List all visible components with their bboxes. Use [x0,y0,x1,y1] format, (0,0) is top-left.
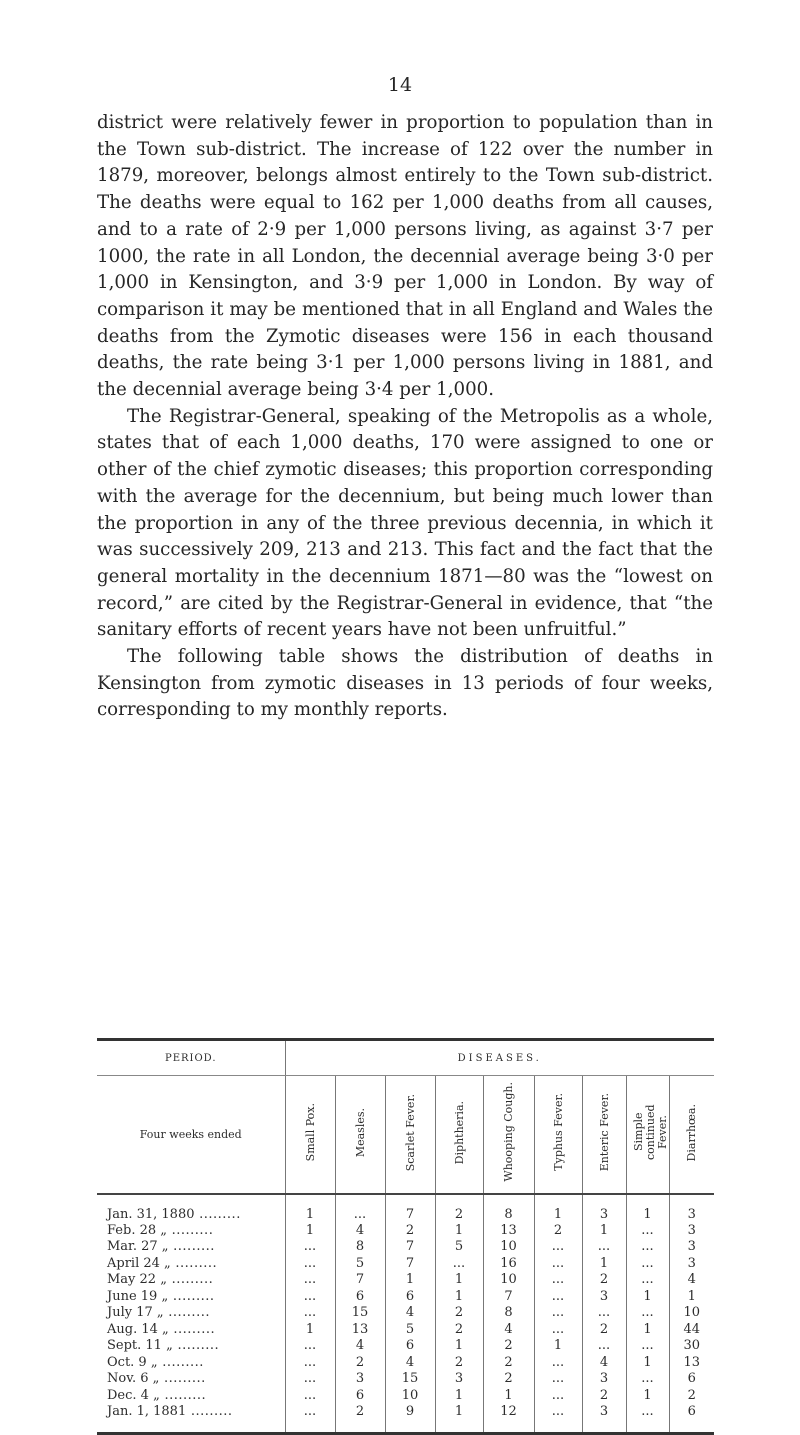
leader-dots: ......... [166,1272,214,1288]
value-cell: 5 [385,1322,435,1339]
value-cell: 7 [335,1272,385,1289]
value-cell: 2 [335,1355,385,1372]
period-cell [97,1256,285,1273]
value-cell: ... [285,1289,335,1306]
period-label: Feb. 28 „ [107,1222,167,1238]
value-cell: 1 [483,1388,534,1405]
value-cell: 3 [687,1239,696,1255]
value-cell: 1 [687,1288,696,1304]
value-cell: ... [435,1256,483,1273]
column-header-label: Small Pox. [303,1103,317,1162]
value-cell: 3 [335,1371,385,1388]
value-cell: 1 [626,1355,669,1372]
row-header-four-weeks-ended: Four weeks ended [97,1076,285,1194]
value-cell: 2 [435,1194,483,1223]
period-label: Jan. 1, 1881 [107,1404,187,1419]
value-cell: ... [626,1223,669,1240]
period-label: June 19 „ [107,1288,169,1304]
leader-dots: ......... [186,1404,233,1419]
period-header: PERIOD. [97,1040,285,1076]
value-cell: 1 [534,1194,582,1223]
value-cell: ... [626,1272,669,1289]
value-cell: 8 [483,1194,534,1223]
value-cell: 6 [385,1289,435,1306]
value-cell: 2 [385,1223,435,1240]
value-cell: ... [534,1371,582,1388]
value-cell: 2 [687,1387,696,1403]
value-cell: 1 [626,1289,669,1306]
value-cell: ... [626,1404,669,1434]
value-cell: 9 [385,1404,435,1434]
column-header-label: Diphtheria. [452,1100,466,1164]
leader-dots: ......... [168,1321,216,1337]
value-cell: 12 [483,1404,534,1434]
value-cell: 6 [687,1371,696,1387]
value-cell: ... [285,1338,335,1355]
column-header [626,1076,669,1194]
value-cell: 7 [483,1289,534,1306]
value-cell: 7 [385,1256,435,1273]
column-header [534,1076,582,1194]
table-row [97,1289,714,1306]
value-cell: ... [582,1338,626,1355]
value-cell: 1 [385,1272,435,1289]
value-cell: 2 [483,1338,534,1355]
value-cell: 15 [335,1305,385,1322]
value-cell: 3 [582,1404,626,1434]
value-cell: ... [534,1256,582,1273]
period-cell [97,1322,285,1339]
value-cell: 10 [385,1388,435,1405]
value-cell: 15 [385,1371,435,1388]
column-header [385,1076,435,1194]
value-cell: ... [626,1256,669,1273]
column-header-label: Typhus Fever. [551,1093,565,1172]
leader-dots: ......... [167,1222,214,1238]
value-cell: 2 [483,1355,534,1372]
value-cell: ... [285,1239,335,1256]
value-cell: 2 [435,1305,483,1322]
value-cell: 2 [582,1322,626,1339]
table-row [97,1371,714,1388]
value-cell: 13 [483,1223,534,1240]
value-cell: ... [285,1388,335,1405]
table-row [97,1223,714,1240]
period-label: Jan. 31, 1880 [107,1206,195,1222]
value-cell: 3 [687,1222,696,1238]
value-cell: ... [534,1272,582,1289]
period-label: April 24 „ [107,1255,171,1271]
leader-dots: ......... [159,1371,206,1387]
value-cell: 2 [534,1223,582,1240]
value-cell: 1 [435,1388,483,1405]
period-cell [97,1289,285,1306]
leader-dots: ......... [194,1206,241,1222]
column-header-label: Measles. [353,1107,367,1157]
value-cell: 10 [483,1239,534,1256]
value-cell: ... [285,1256,335,1273]
period-cell [97,1388,285,1405]
period-cell [97,1272,285,1289]
value-cell: 7 [385,1194,435,1223]
value-cell: ... [534,1388,582,1405]
table-body [97,1194,714,1434]
paragraph-3: The following table shows the distribution of deaths in Kensington from zymotic diseases in 13 periods of four weeks, corresponding to my monthly reports. [97,646,713,721]
page-number: 14 [387,74,413,96]
period-label: July 17 „ [107,1305,164,1321]
value-cell: ... [285,1404,335,1434]
value-cell: 7 [385,1239,435,1256]
value-cell: 13 [683,1354,701,1370]
period-label: May 22 „ [107,1272,167,1288]
value-cell: 30 [683,1338,701,1354]
zymotic-deaths-table [97,1038,714,1435]
column-header [669,1076,714,1194]
value-cell: ... [534,1322,582,1339]
paragraph-1: district were relatively fewer in proportion to population than in the Town sub-district. The increase of 122 over the number in 1879, moreover, belongs almost entirely to the Town sub-district. The deaths were equal to 162 per 1,000 deaths from all causes, and to a rate of 2·9 per 1,000 persons living, as against 3·7 per 1000, the rate in all London, the decennial average being 3·0 per 1,000 in Kensington, and 3·9 per 1,000 in London. By way of comparison it may be mentioned that in all England and Wales the deaths from the Zymotic diseases were 156 in each thousand deaths, the rate being 3·1 per 1,000 persons living in 1881, and the decennial average being 3·4 per 1,000. [97,112,713,401]
value-cell: ... [626,1338,669,1355]
period-label: Dec. 4 „ [107,1387,160,1403]
value-cell: 8 [483,1305,534,1322]
period-cell [97,1355,285,1372]
value-cell: ... [626,1239,669,1256]
value-cell: 4 [483,1322,534,1339]
column-header [483,1076,534,1194]
period-cell [97,1305,285,1322]
value-cell: 2 [483,1371,534,1388]
leader-dots: ......... [168,1239,215,1255]
column-header-label: Enteric Fever. [597,1093,611,1172]
table-row [97,1355,714,1372]
value-cell: 6 [335,1289,385,1306]
value-cell: 6 [385,1338,435,1355]
value-cell: 1 [435,1289,483,1306]
value-cell: 16 [483,1256,534,1273]
value-cell: 3 [435,1371,483,1388]
table-row [97,1338,714,1355]
value-cell: 1 [626,1194,669,1223]
table-row [97,1388,714,1405]
value-cell: 1 [435,1404,483,1434]
column-header [435,1076,483,1194]
table-row [97,1322,714,1339]
column-header-label: Scarlet Fever. [403,1093,417,1171]
period-cell [97,1371,285,1388]
value-cell: 3 [582,1289,626,1306]
period-cell [97,1239,285,1256]
value-cell: 2 [335,1404,385,1434]
value-cell: 5 [435,1239,483,1256]
value-cell: 13 [335,1322,385,1339]
value-cell: 6 [335,1388,385,1405]
period-label: Oct. 9 „ [107,1354,158,1370]
value-cell: ... [534,1305,582,1322]
value-cell: ... [534,1289,582,1306]
leader-dots: ......... [157,1354,204,1370]
value-cell: 1 [435,1338,483,1355]
value-cell: 44 [683,1321,701,1337]
value-cell: 5 [335,1256,385,1273]
value-cell: ... [626,1305,669,1322]
value-cell: 1 [285,1322,335,1339]
table-row [97,1272,714,1289]
period-label: Aug. 14 „ [107,1321,169,1337]
value-cell: 2 [435,1355,483,1372]
value-cell: 4 [385,1305,435,1322]
paragraph-2: The Registrar-General, speaking of the Metropolis as a whole, states that of each 1,000 deaths, 170 were assigned to one or other of the chief zymotic diseases; this proportion corresponding with the average for the decennium, but being much lower than the proportion in any of the three previous decennia, in which it was successively 209, 213 and 213. This fact and the fact that the general mortality in the decennium 1871—80 was the “lowest on record,” are cited by the Registrar-General in evidence, that “the sanitary efforts of recent years have not been unfruitful.” [97,405,713,641]
period-label: Mar. 27 „ [107,1239,169,1255]
leader-dots: ......... [163,1305,210,1321]
value-cell: 10 [483,1272,534,1289]
value-cell: ... [335,1194,385,1223]
leader-dots: ......... [159,1387,207,1403]
value-cell: ... [582,1305,626,1322]
value-cell: ... [285,1371,335,1388]
table-row [97,1404,714,1434]
diseases-header: DISEASES. [285,1040,714,1076]
table-row [97,1194,714,1223]
column-header [335,1076,385,1194]
value-cell: 1 [626,1322,669,1339]
value-cell: 3 [687,1206,696,1222]
value-cell: 1 [285,1223,335,1240]
leader-dots: ......... [168,1288,215,1304]
value-cell: ... [285,1272,335,1289]
value-cell: 4 [335,1338,385,1355]
value-cell: 3 [582,1194,626,1223]
value-cell: 1 [285,1194,335,1223]
value-cell: 3 [582,1371,626,1388]
value-cell: 2 [435,1322,483,1339]
column-header-label: Simple continued Fever. [631,1104,669,1161]
value-cell: ... [534,1404,582,1434]
column-header-label: Diarrhœa. [685,1103,699,1161]
value-cell: 1 [626,1388,669,1405]
value-cell: 3 [687,1255,696,1271]
value-cell: 6 [669,1404,714,1434]
value-cell: 1 [435,1272,483,1289]
value-cell: 4 [582,1355,626,1372]
value-cell: ... [534,1239,582,1256]
value-cell: 1 [582,1256,626,1273]
column-header-label: Whooping Cough. [502,1082,515,1183]
column-header [285,1076,335,1194]
table-row [97,1256,714,1273]
value-cell: 1 [435,1223,483,1240]
value-cell: ... [534,1355,582,1372]
table-row [97,1305,714,1322]
period-cell [97,1338,285,1355]
leader-dots: ......... [170,1255,218,1271]
value-cell: 4 [687,1272,696,1288]
value-cell: 2 [582,1272,626,1289]
value-cell: 4 [385,1355,435,1372]
value-cell: ... [582,1239,626,1256]
value-cell: 2 [582,1388,626,1405]
period-cell [97,1194,285,1223]
period-cell [97,1223,285,1240]
value-cell: 10 [683,1305,701,1321]
table-row [97,1239,714,1256]
column-header [582,1076,626,1194]
leader-dots: ......... [172,1338,220,1354]
period-label: Sept. 11 „ [107,1338,173,1354]
value-cell: 8 [335,1239,385,1256]
value-cell: ... [626,1371,669,1388]
body-text [97,110,713,724]
value-cell: 1 [582,1223,626,1240]
value-cell: 4 [335,1223,385,1240]
period-label: Nov. 6 „ [107,1371,160,1387]
period-cell [97,1404,285,1434]
value-cell: ... [285,1355,335,1372]
value-cell: 1 [534,1338,582,1355]
value-cell: ... [285,1305,335,1322]
